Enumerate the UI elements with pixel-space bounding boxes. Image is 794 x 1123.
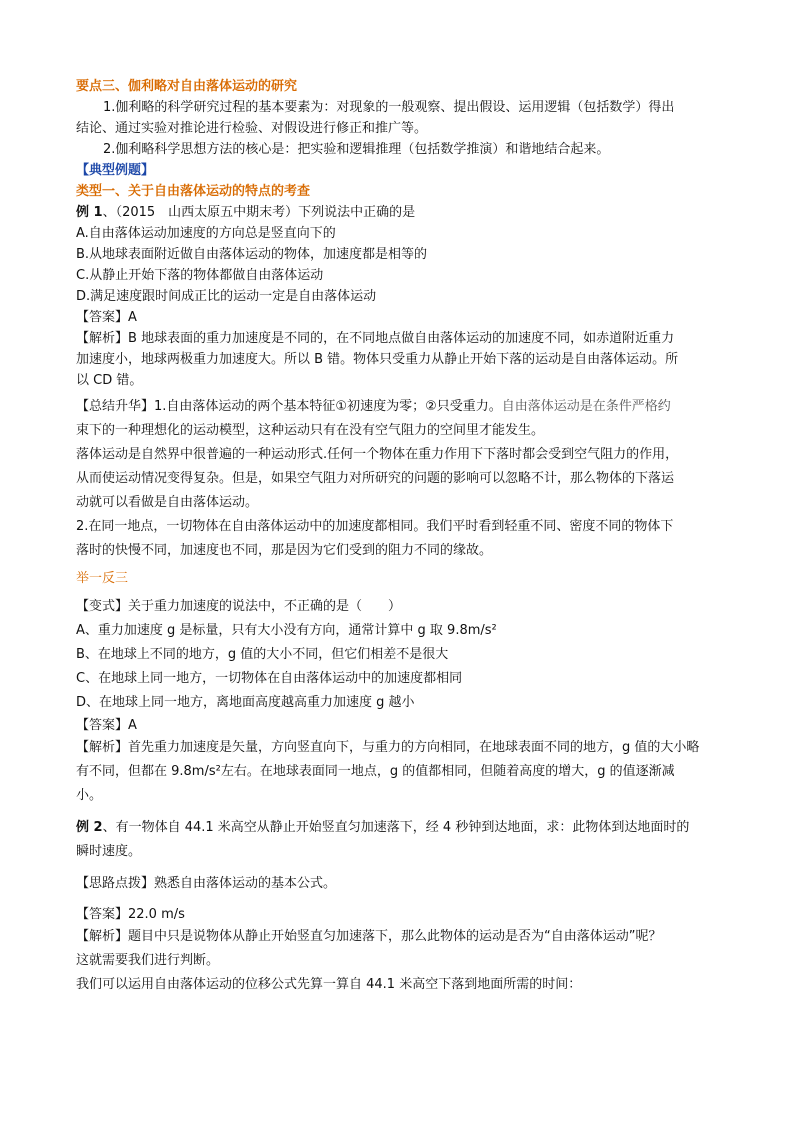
- examples-heading: 【典型例题】: [76, 163, 155, 178]
- analysis-line: [76, 328, 724, 349]
- option-b: B.从地球表面附近做自由落体运动的物体，加速度都是相等的: [76, 247, 428, 262]
- option-c: C、在地球上同一地方，一切物体在自由落体运动中的加速度都相同: [76, 671, 463, 686]
- option-a: A.自由落体运动加速度的方向总是竖直向下的: [76, 226, 336, 241]
- example-stem-line: 瞬时速度。: [76, 844, 142, 859]
- variant-stem: 【变式】关于重力加速度的说法中，不正确的是（ ）: [76, 599, 402, 614]
- analysis-tag: 【解析】: [76, 929, 129, 944]
- analysis-line: [76, 925, 724, 949]
- answer: 【答案】A: [76, 310, 137, 325]
- summary-line: 从而使运动情况变得复杂。但是，如果空气阻力对所研究的问题的影响可以忽略不计，那么物体的下落运: [76, 471, 675, 486]
- document-page: [76, 76, 724, 997]
- example-stem-text: 、有一物体自 44.1 米高空从静止开始竖直匀加速落下，经 4 秒钟到达地面，求：此物体到达地面时的: [102, 820, 690, 835]
- analysis-line: 加速度小，地球两极重力加速度大。所以 B 错。物体只受重力从静止开始下落的运动是自由落体运动。所: [76, 352, 679, 367]
- analysis-line: 小。: [76, 788, 103, 803]
- practice-heading: 举一反三: [76, 571, 129, 586]
- analysis-line: 这就需要我们进行判断。: [76, 953, 220, 968]
- answer: 【答案】A: [76, 718, 137, 733]
- example-1-stem: [76, 202, 724, 223]
- summary-line: 落体运动是自然界中很普遍的一种运动形式.任何一个物体在重力作用下下落时都会受到空气阻力的作用，: [76, 447, 679, 462]
- analysis-tag: 【解析】: [76, 740, 129, 755]
- summary-text-gray: 自由落体运动是在条件严格约: [501, 399, 671, 414]
- example-2-stem: [76, 816, 724, 840]
- answer: 【答案】22.0 m/s: [76, 907, 185, 922]
- option-b: B、在地球上不同的地方，g 值的大小不同，但它们相差不是很大: [76, 647, 449, 662]
- option-d: D、在地球上同一地方，离地面高度越高重力加速度 g 越小: [76, 695, 415, 710]
- option-d: D.满足速度跟时间成正比的运动一定是自由落体运动: [76, 289, 377, 304]
- summary-line: 动就可以看做是自由落体运动。: [76, 495, 259, 510]
- analysis-line: 有不同，但都在 9.8m/s²左右。在地球表面同一地点，g 的值都相同，但随着高度的增大，g 的值逐渐减: [76, 764, 675, 779]
- summary-tag: 【总结升华】: [76, 399, 155, 414]
- analysis-line: 我们可以运用自由落体运动的位移公式先算一算自 44.1 米高空下落到地面所需的时间：: [76, 977, 582, 992]
- analysis-line: 以 CD 错。: [76, 373, 143, 388]
- type-heading: 类型一、关于自由落体运动的特点的考查: [76, 184, 311, 199]
- hint: 【思路点拨】熟悉自由落体运动的基本公式。: [76, 876, 337, 891]
- analysis-tag: 【解析】: [76, 331, 129, 346]
- summary-line: 2.在同一地点，一切物体在自由落体运动中的加速度都相同。我们平时看到轻重不同、密度不同的物体下: [76, 519, 674, 534]
- summary-line: 束下的一种理想化的运动模型，这种运动只有在没有空气阻力的空间里才能发生。: [76, 423, 545, 438]
- option-a: A、重力加速度 g 是标量，只有大小没有方向，通常计算中 g 取 9.8m/s²: [76, 623, 497, 638]
- analysis-text: 首先重力加速度是矢量，方向竖直向下，与重力的方向相同，在地球表面不同的地方，g 值的大小略: [128, 740, 700, 755]
- example-stem-text: 、（2015 山西太原五中期末考）下列说法中正确的是: [102, 205, 416, 220]
- section-title: 要点三、伽利略对自由落体运动的研究: [76, 79, 298, 94]
- analysis-line: [76, 736, 724, 760]
- paragraph: 1.伽利略的科学研究过程的基本要素为：对现象的一般观察、提出假设、运用逻辑（包括数学）得出: [103, 100, 675, 115]
- summary-line: [76, 395, 724, 419]
- paragraph: 2.伽利略科学思想方法的核心是：把实验和逻辑推理（包括数学推演）和谐地结合起来。: [103, 142, 610, 157]
- paragraph: 结论、通过实验对推论进行检验、对假设进行修正和推广等。: [76, 121, 428, 136]
- option-c: C.从静止开始下落的物体都做自由落体运动: [76, 268, 324, 283]
- example-label: 例 1: [76, 205, 103, 220]
- analysis-text: B 地球表面的重力加速度是不同的，在不同地点做自由落体运动的加速度不同，如赤道附近重力: [128, 331, 675, 346]
- summary-line: 落时的快慢不同，加速度也不同，那是因为它们受到的阻力不同的缘故。: [76, 543, 493, 558]
- analysis-text: 题目中只是说物体从静止开始竖直匀加速落下，那么此物体的运动是否为“自由落体运动”呢？: [128, 929, 662, 944]
- example-label: 例 2: [76, 820, 103, 835]
- summary-text: 1.自由落体运动的两个基本特征①初速度为零；②只受重力。: [154, 399, 502, 414]
